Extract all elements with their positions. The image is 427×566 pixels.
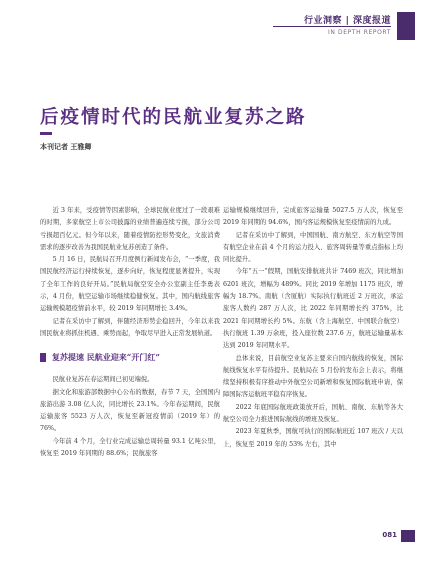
article-title: 后疫情时代的民航业复苏之路 <box>40 107 307 128</box>
page-header <box>255 10 415 40</box>
paragraph: 记者在采访中了解到，中国国航、南方航空、东方航空等国有航空企业在前 4 个月的运力投入、旅客周转量等重点指标上均同比提升。 <box>223 231 403 264</box>
subheading-text: 复苏提速 民航业迎来“开门红” <box>52 352 160 363</box>
paragraph: 运输规模继续回升，完成旅客运输量 5027.5 万人次，恢复至 2019 年同期的 94.6%，国内客运规模恢复至疫情前的九成。 <box>223 207 403 227</box>
paragraph: 记者在采访中了解到，伴随经济形势企稳回升，今年以来我国民航业将抓住机遇、乘势而起，争取尽早进入正常发展轨道。 <box>40 317 220 337</box>
paragraph: 民航业复苏在春运期间已初见端倪。 <box>52 376 154 384</box>
section-subheading <box>40 350 220 364</box>
paragraph: 2022 年底国际航班政策放开后，国航、南航、东航等各大航空公司全力推进国际航线的增班及恢复。 <box>223 403 403 424</box>
page-number-block <box>401 530 415 542</box>
right-column <box>223 205 403 451</box>
article-author: 本刊记者 王雅卿 <box>40 143 92 151</box>
title-accent-bar <box>40 132 52 135</box>
header-color-block <box>397 12 415 40</box>
paragraph: 2023 年夏秋季，国航可执行的国际航班近 107 班次 / 天以上，恢复至 2019 年的 53% 左右，其中 <box>223 428 403 448</box>
paragraph: 总体来说，目前航空业复苏主要来自国内航线的恢复，国际航线恢复水平有待提升。民航局在 5 月份的发布会上表示，将继续坚持积极有序推动中外航空公司新增和恢复国际航班申请，保障国际客运航班平稳有序恢复。 <box>223 354 403 399</box>
page-number: 081 <box>382 531 397 539</box>
paragraph: 5 月 16 日，民航局召开月度例行新闻发布会，“一季度，我国民航经济运行持续恢复，逐步向好，恢复程度显著提升，实现了全年工作的良好开局。”民航局航空安全办公室副主任李勇表示，4 月份，航空运输市场继续稳健恢复。其中，国内航线旅客运输规模超疫情前水平，较 2019 年同期增长 3.4%。 <box>40 256 220 313</box>
section-label: 行业洞察 | 深度报道 <box>303 16 391 26</box>
header-rule <box>273 26 391 27</box>
paragraph: 今年“五一”假期，国航安排航班共计 7469 班次，同比增加 6201 班次，增幅为 489%。同比 2019 年增加 1175 班次，增幅为 18.7%。南航（含厦航）实际执行航班近 2 万班次，承运旅客人数约 287 万人次，比 2022 年同期增长约 375%，比 2021 年同期增长约 5%。东航（含上海航空、中国联合航空）执行航班 1.39 万余班，投入座位数 237.6 万，航班运输量基本达到 2019 年同期水平。 <box>223 268 403 350</box>
left-column <box>40 205 220 460</box>
paragraph: 据文化和旅游部数据中心公布的数据，春节 7 天，全国国内旅游出游 3.08 亿人次，同比增长 23.1%。今年春运期间，民航运输旅客 5523 万人次，恢复至新冠疫情前（2019 年）的 76%。 <box>40 388 220 433</box>
section-label-en: IN DEPTH REPORT <box>328 29 391 36</box>
paragraph: 今年前 4 个月，全行业完成运输总周转量 93.1 亿吨公里，恢复至 2019 年同期的 88.6%；民航旅客 <box>40 437 220 458</box>
paragraph: 近 3 年来，受疫情等因素影响，全球民航业度过了一段艰难的时期，多家航空上市公司披露的业绩普遍连续亏损，部分公司亏损超百亿元。但今年以来，随着疫情防控形势变化，文旅消费需求的逐步改善为我国民航业复苏创造了条件。 <box>40 207 220 251</box>
subheading-marker-icon <box>40 353 46 362</box>
